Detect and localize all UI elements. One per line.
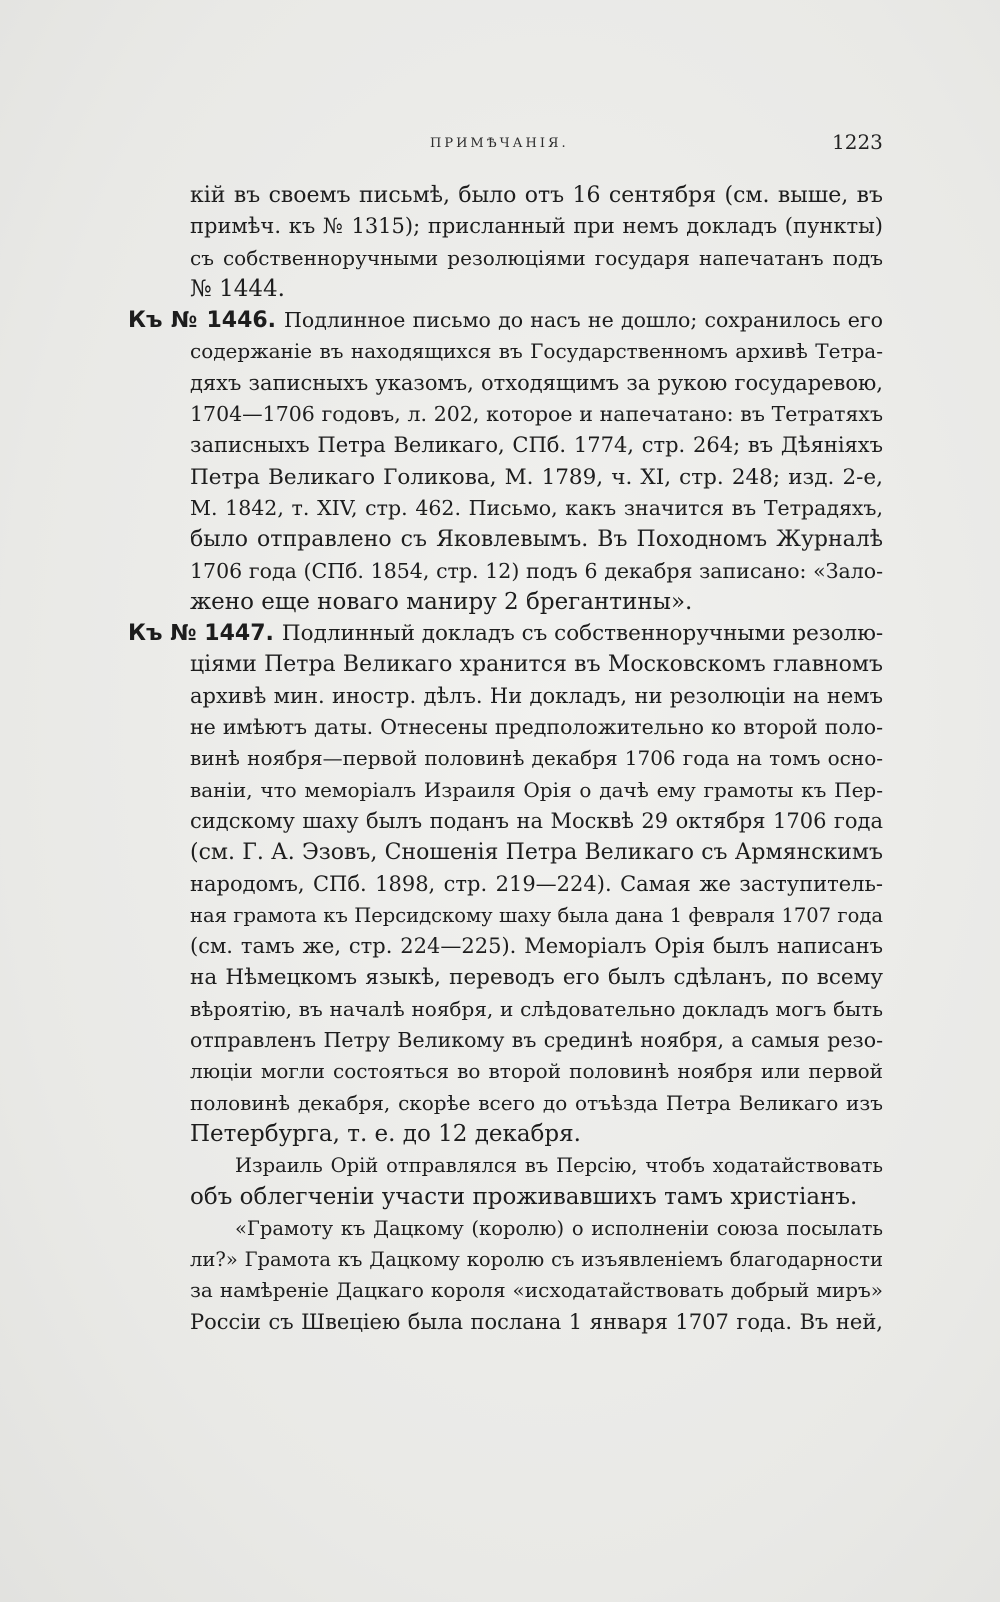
page-number: 1223 [832,130,883,154]
line-text: примѣч. къ № 1315); присланный при немъ докладъ (пункты) [190,214,883,239]
line-text: сидскому шаху былъ поданъ на Москвѣ 29 октября 1706 года [190,808,883,833]
line-text: винѣ ноября—первой половинѣ декабря 1706 года на томъ осно- [190,746,883,771]
note-reference-label: Къ № 1447. [128,621,274,647]
text-line [128,1275,883,1306]
line-text: (см. тамъ же, стр. 224—225). Меморіалъ Орія былъ написанъ [190,934,883,959]
text-line [128,180,883,211]
line-text: жено еще новаго маниру 2 брегантины». [190,588,693,615]
text-line [128,587,883,618]
line-text: (см. Г. А. Эзовъ, Сношенія Петра Великаго съ Армянскимъ [190,840,883,866]
running-header: ПРИМѢЧАНІЯ. [430,136,569,151]
line-text: съ собственноручными резолюціями государя напечатанъ подъ [190,245,883,270]
line-text: «Грамоту къ Дацкому (королю) о исполненіи союза посылать [235,1216,883,1240]
line-text: объ облегченіи участи проживавшихъ тамъ христіанъ. [190,1183,858,1210]
text-line [128,1088,883,1119]
text-line [128,649,883,680]
text-line [128,931,883,962]
text-line [128,524,883,555]
line-text: Петербурга, т. е. до 12 декабря. [190,1120,581,1147]
text-line [128,493,883,524]
text-line [128,900,883,931]
line-text: люціи могли состояться во второй половинѣ ноября или первой [190,1059,883,1084]
text-line [128,368,883,399]
line-text: вѣроятію, въ началѣ ноября, и слѣдовательно докладъ могъ быть [190,996,883,1021]
text-line [128,1244,883,1275]
text-line [128,618,883,649]
text-line [128,1025,883,1056]
line-text: 1704—1706 годовъ, л. 202, которое и напечатано: въ Тетратяхъ [190,402,883,427]
line-text: половинѣ декабря, скорѣе всего до отъѣзда Петра Великаго изъ [190,1090,883,1115]
line-text: Россіи съ Швеціею была послана 1 января 1707 года. Въ ней, [190,1309,883,1334]
line-text: М. 1842, т. XIV, стр. 462. Письмо, какъ значится въ Тетрадяхъ, [190,495,883,520]
text-line [128,1307,883,1338]
line-text: Израиль Орій отправлялся въ Персію, чтобъ ходатайствовать [235,1154,883,1178]
text-line [128,462,883,493]
text-line [128,1182,883,1213]
line-text: Подлинный докладъ съ собственноручными резолю- [281,621,884,647]
line-text: дяхъ записныхъ указомъ, отходящимъ за рукою государевою, [190,370,883,395]
text-line [128,962,883,993]
line-text: архивѣ мин. иностр. дѣлъ. Ни докладъ, ни резолюціи на немъ [190,683,883,708]
text-line [128,1119,883,1150]
line-text: ли?» Грамота къ Дацкому королю съ изъявленіемъ благодарности [190,1248,883,1272]
line-text: было отправлено съ Яковлевымъ. Въ Походномъ Журналѣ [190,527,883,553]
text-line [128,243,883,274]
text-line [128,399,883,430]
text-line [128,994,883,1025]
text-line [128,274,883,305]
text-line [128,305,883,336]
text-line [128,1056,883,1087]
text-line [128,837,883,868]
text-line [128,1213,883,1244]
line-text: отправленъ Петру Великому въ срединѣ ноября, а самыя резо- [190,1028,883,1053]
line-text: ціями Петра Великаго хранится въ Московскомъ главномъ [190,652,883,678]
line-text: ваніи, что меморіалъ Израиля Орія о дачѣ ему грамоты къ Пер- [190,777,883,802]
line-text: № 1444. [190,275,285,302]
text-line [128,556,883,587]
line-text: на Нѣмецкомъ языкѣ, переводъ его былъ сдѣланъ, по всему [190,965,883,991]
line-text: за намѣреніе Дацкаго короля «исходатайствовать добрый миръ» [190,1278,883,1303]
line-text: не имѣютъ даты. Отнесены предположительно ко второй поло- [190,715,883,740]
line-text: народомъ, СПб. 1898, стр. 219—224). Самая же заступитель- [190,871,883,896]
text-line [128,681,883,712]
note-reference-label: Къ № 1446. [128,308,277,334]
text-line [128,712,883,743]
line-text: кій въ своемъ письмѣ, было отъ 16 сентября (см. выше, въ [190,183,883,208]
text-line [128,336,883,367]
line-text: Подлинное письмо до насъ не дошло; сохранилось его [284,308,883,333]
line-text: ная грамота къ Персидскому шаху была дана 1 февраля 1707 года [190,903,883,927]
line-text: записныхъ Петра Великаго, СПб. 1774, стр. 264; въ Дѣяніяхъ [190,433,883,458]
text-line [128,430,883,461]
line-text: содержаніе въ находящихся въ Государственномъ архивѣ Тетра- [190,339,883,364]
text-line [128,1150,883,1181]
text-line [128,743,883,774]
line-text: 1706 года (СПб. 1854, стр. 12) подъ 6 декабря записано: «Зало- [190,558,883,583]
line-text: Петра Великаго Голикова, М. 1789, ч. XI, стр. 248; изд. 2-е, [190,464,883,490]
text-line [128,211,883,242]
text-line [128,775,883,806]
body-text [128,180,883,1338]
text-line [128,806,883,837]
text-line [128,869,883,900]
